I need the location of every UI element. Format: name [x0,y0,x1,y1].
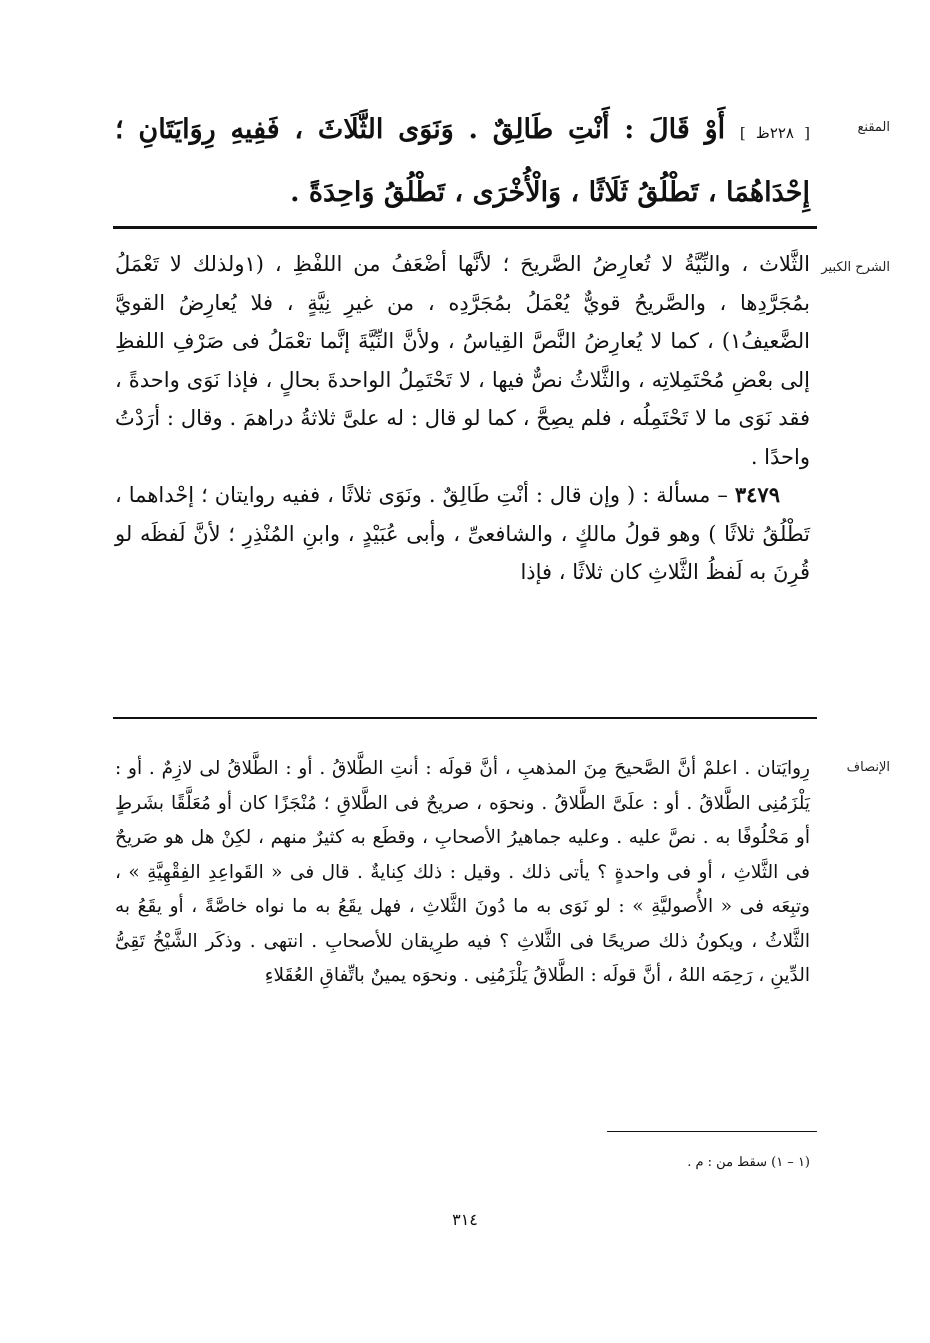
page-number: ٣١٤ [452,1210,478,1229]
sharh-label: الشرح الكبير [821,260,890,275]
insaf-label: الإنصاف [846,760,890,775]
muqni-text [115,100,810,223]
muqni-section [0,100,930,220]
masala-text: – مسألة : ( وإن قال : أنْتِ طَالِقٌ . ونَوَى ثلاثًا ، ففيه روايتان ؛ إحْداهما ، تَطْلُقُ ثلاثًا ) وهو قولُ مالكٍ ، والشافعىِّ ، وأبى عُبَيْدٍ ، وابنِ المُنْذِرِ ؛ لأنَّ لَفظَه لو قُرِنَ به لَفظُ الثَّلاثِ كان ثلاثًا ، فإذا [115,483,810,584]
footnote: (١ – ١) سقط من : م . [687,1155,810,1170]
masala-number: ٣٤٧٩ [734,482,780,507]
muqni-label: المقنع [857,120,890,135]
section-divider-1 [113,226,817,229]
sharh-section [0,245,930,715]
insaf-section [0,752,930,1122]
insaf-text: رِوايَتان . اعلمْ أنَّ الصَّحيحَ مِنَ المذهبِ ، أنَّ قولَه : أنتِ الطَّلاقُ . أو : الطَّلاقُ لى لازِمٌ . أو : يَلْزَمُنِى الطَّلاقُ . أو : علَىَّ الطَّلاقُ . ونحوَه ، صريحٌ فى الطَّلاقِ ؛ مُنْجَزًا كان أو مُعَلَّقًا بشَرطٍ أو مَحْلُوفًا به . نصَّ عليه . وعليه جماهيرُ الأصحابِ ، وقطَع به كثيرٌ منهم ، لكِنْ هل هو صَريحٌ فى الثَّلاثِ ، أو فى واحدةٍ ؟ يأتى ذلك . وقيل : ذلك كِنايةٌ . قال فى « القَواعِدِ الفِقْهِيَّةِ » ، وتبِعَه فى « الأُصوليَّةِ » : لو نَوَى به ما دُونَ الثَّلاثِ ، فهل يقَعُ به ما نواه خاصَّةً ، أو يقَعُ به الثَّلاثُ ، ويكونُ ذلك صريحًا فى الثَّلاثِ ؟ فيه طرِيقان للأصحابِ . انتهى . وذكَر الشَّيْخُ تَقِىُّ الدِّينِ ، رَحِمَه اللهُ ، أنَّ قولَه : الطَّلاقُ يَلْزَمُنِى . ونحوَه يمينٌ باتِّفاقِ العُقَلاءِ [115,758,810,986]
sharh-paragraph-1: الثَّلاث ، والنِّيَّةُ لا تُعارِضُ الصَّريحَ ؛ لأنَّها أضْعَفُ من اللفْظِ ، (١ولذلك لا تَعْمَلُ بمُجَرَّدِها ، والصَّريحُ قويٌّ يُعْمَلُ بمُجَرَّدِه ، من غيرِ نِيَّةٍ ، فلا يُعارِضُ القويَّ الضَّعيفُ١) ، كما لا يُعارِضُ النَّصَّ القِياسُ ، ولأنَّ النِّيَّةَ إنَّما تعْمَلُ فى صَرْفِ اللفظِ إلى بعْضِ مُحْتَمِلاتِه ، والثَّلاثُ نصٌّ فيها ، لا تَحْتَمِلُ الواحدةَ بحالٍ ، فإذا نَوَى واحدةً ، فقد نَوَى ما لا تَحْتَمِلُه ، فلم يصِحَّ ، كما لو قال : له علىَّ ثلاثةُ دراهمَ . وقال : أرَدْتُ واحدًا . [115,252,810,469]
sharh-text [115,245,810,592]
muqni-ref: [ ٢٢٨ظ ] [739,124,810,142]
section-divider-2 [113,717,817,719]
footnote-divider [607,1131,817,1132]
sharh-paragraph-2 [115,476,810,592]
muqni-body: أَوْ قَالَ : أَنْتِ طَالِقٌ . وَنَوَى الثَّلَاثَ ، فَفِيهِ رِوَايَتَانِ ؛ إِحْدَاهُمَا ، تَطْلُقُ ثَلَاثًا ، وَالْأُخْرَى ، تَطْلُقُ وَاحِدَةً . [115,114,810,208]
